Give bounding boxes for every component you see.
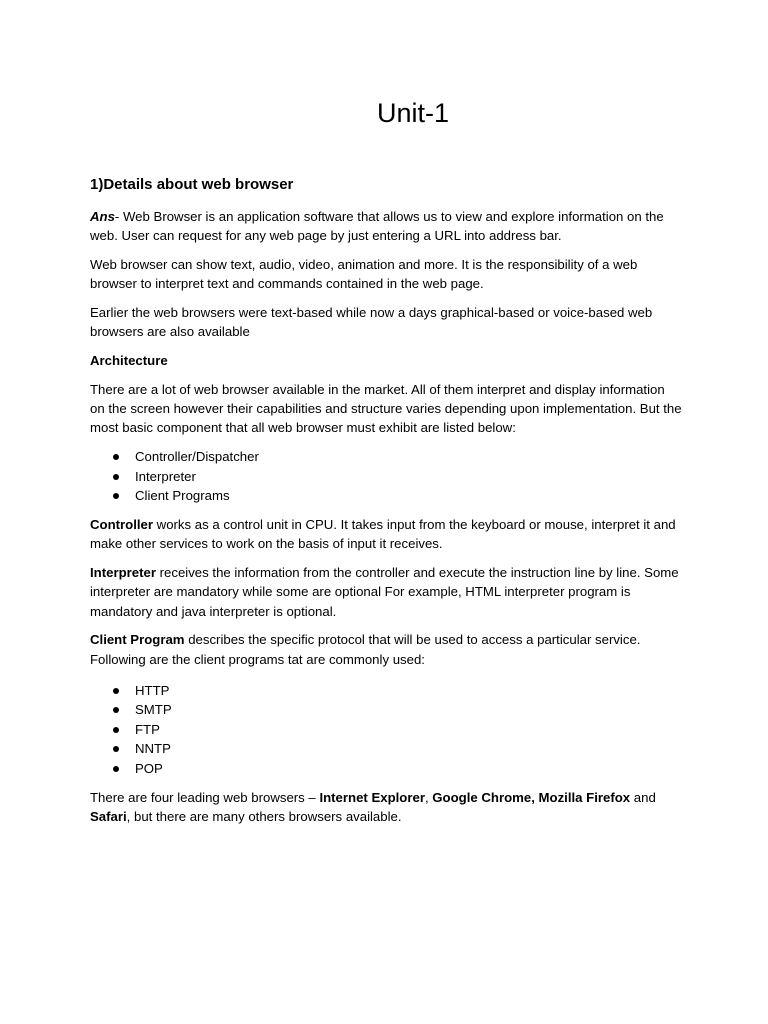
document-body	[90, 174, 682, 836]
controller-paragraph	[90, 515, 682, 553]
list-item: POP	[90, 759, 682, 779]
intro-paragraph	[90, 207, 682, 245]
closing-separator: ,	[424, 789, 433, 805]
list-item: FTP	[90, 720, 682, 740]
client-program-paragraph	[90, 630, 682, 668]
browser-internet-explorer: Internet Explorer	[319, 789, 425, 805]
intro-text: - Web Browser is an application software that allows us to view and explore information on the web. User can request for any web page by just entering a URL into address bar.	[90, 209, 664, 244]
page-title: Unit-1	[376, 98, 450, 128]
list-item: NNTP	[90, 739, 682, 759]
paragraph-capabilities: Web browser can show text, audio, video, animation and more. It is the responsibility of a web browser to interpret text and commands contained in the web page.	[90, 257, 638, 292]
architecture-heading: Architecture	[90, 353, 168, 368]
list-item: HTTP	[90, 681, 682, 701]
client-program-text: describes the specific protocol that will be used to access a particular service. Following are the client programs tat are commonly used:	[90, 632, 641, 667]
interpreter-paragraph	[90, 563, 682, 621]
closing-separator: and	[630, 789, 656, 805]
section-heading: 1)Details about web browser	[90, 176, 294, 193]
client-program-label: Client Program	[90, 632, 185, 648]
protocols-list	[90, 681, 682, 779]
controller-label: Controller	[90, 517, 154, 533]
closing-suffix: , but there are many others browsers available.	[126, 809, 402, 824]
closing-prefix: There are four leading web browsers –	[90, 789, 320, 805]
answer-label: Ans	[90, 209, 115, 224]
list-item: SMTP	[90, 700, 682, 720]
closing-paragraph	[90, 788, 682, 826]
browser-safari: Safari	[90, 809, 127, 824]
list-item: Interpreter	[90, 467, 682, 487]
list-item: Client Programs	[90, 486, 682, 506]
paragraph-history: Earlier the web browsers were text-based while now a days graphical-based or voice-based web browsers are also available	[90, 305, 653, 340]
browser-chrome-firefox: Google Chrome, Mozilla Firefox	[432, 789, 631, 805]
controller-text: works as a control unit in CPU. It takes input from the keyboard or mouse, interpret it and make other services to work on the basis of input it receives.	[90, 517, 676, 552]
components-list	[90, 447, 682, 506]
paragraph-architecture: There are a lot of web browser available in the market. All of them interpret and display information on the screen however their capabilities and structure varies depending upon implementation. But the most basic component that all web browser must exhibit are listed below:	[90, 381, 682, 436]
list-item: Controller/Dispatcher	[90, 447, 682, 467]
interpreter-text: receives the information from the controller and execute the instruction line by line. Some interpreter are mandatory while some are optional For example, HTML interpreter program is mandatory and java interpreter is optional.	[90, 565, 679, 619]
interpreter-label: Interpreter	[90, 565, 156, 581]
